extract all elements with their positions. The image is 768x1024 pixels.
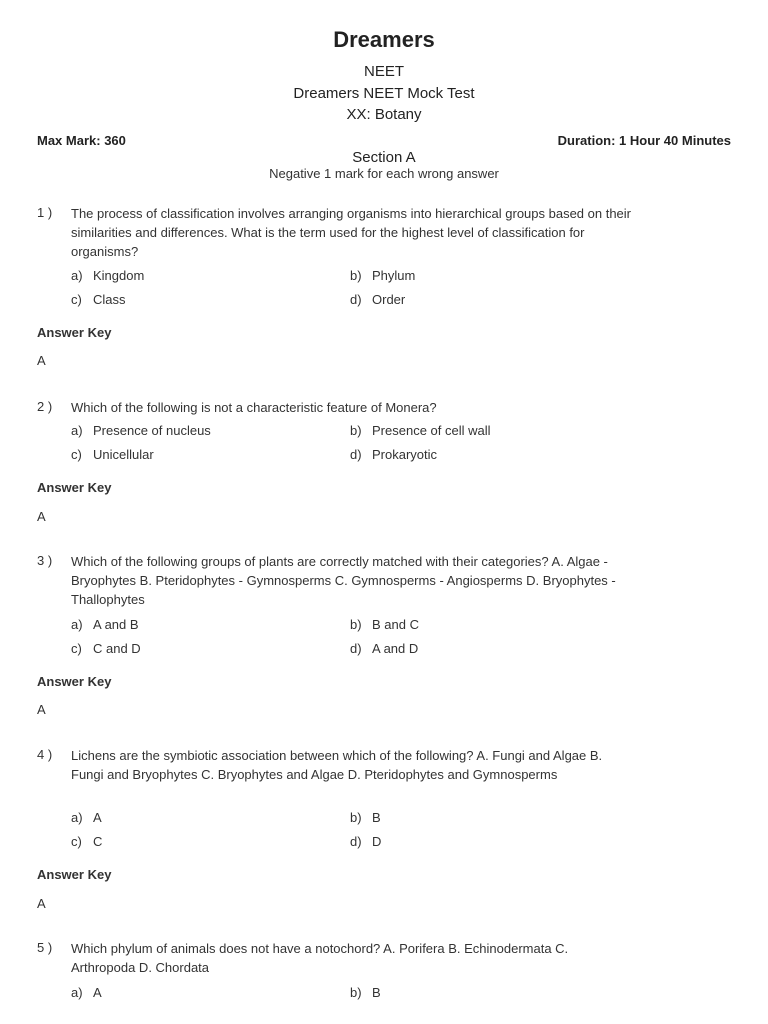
option-letter: b) (350, 617, 362, 632)
option-text: A and D (372, 641, 419, 656)
question-number: 4 ) (37, 747, 53, 762)
option-letter: c) (71, 834, 82, 849)
page-title: Dreamers (333, 27, 435, 52)
max-mark: Max Mark: 360 (37, 133, 126, 148)
option-text: Order (372, 292, 406, 307)
option-text: Class (93, 292, 126, 307)
question-text: Which of the following groups of plants are correctly matched with their categories? A. Algae - Bryophytes B. Pteridophytes - Gymnosperms C. Gymnosperms - Angiosperms D. Bryophytes - Thallophytes (71, 554, 616, 607)
option-letter: a) (71, 423, 83, 438)
option-text: Unicellular (93, 447, 154, 462)
question-text: Which of the following is not a characteristic feature of Monera? (71, 400, 437, 415)
option-text: Presence of cell wall (372, 423, 491, 438)
option-text: B (372, 810, 381, 825)
question-text: The process of classification involves arranging organisms into hierarchical groups based on their similarities and differences. What is the term used for the highest level of classification for organisms? (71, 206, 632, 259)
option-letter: b) (350, 810, 362, 825)
option-letter: c) (71, 292, 82, 307)
answer-key-label: Answer Key (37, 674, 112, 689)
option-letter: b) (350, 268, 362, 283)
option-letter: a) (71, 268, 83, 283)
option-letter: d) (350, 641, 362, 656)
option-text: A (93, 985, 102, 1000)
question-number: 3 ) (37, 553, 53, 568)
answer-key-label: Answer Key (37, 480, 112, 495)
option-letter: c) (71, 447, 82, 462)
option-text: Prokaryotic (372, 447, 438, 462)
answer-key-value: A (37, 353, 46, 368)
option-text: Presence of nucleus (93, 423, 211, 438)
option-letter: d) (350, 447, 362, 462)
option-text: C (93, 834, 103, 849)
option-text: Kingdom (93, 268, 145, 283)
question-number: 1 ) (37, 205, 53, 220)
subject-name: XX: Botany (346, 106, 422, 123)
option-letter: a) (71, 985, 83, 1000)
question-number: 5 ) (37, 940, 53, 955)
option-letter: c) (71, 641, 82, 656)
option-letter: d) (350, 834, 362, 849)
question-number: 2 ) (37, 399, 53, 414)
answer-key-value: A (37, 896, 46, 911)
option-letter: a) (71, 617, 83, 632)
answer-key-value: A (37, 702, 46, 717)
answer-key-label: Answer Key (37, 867, 112, 882)
option-letter: b) (350, 423, 362, 438)
answer-key-value: A (37, 509, 46, 524)
option-text: D (372, 834, 382, 849)
option-letter: a) (71, 810, 83, 825)
answer-key-label: Answer Key (37, 325, 112, 340)
option-text: B (372, 985, 381, 1000)
test-name: Dreamers NEET Mock Test (293, 85, 475, 102)
option-text: C and D (93, 641, 141, 656)
option-letter: b) (350, 985, 362, 1000)
option-text: Phylum (372, 268, 416, 283)
option-letter: d) (350, 292, 362, 307)
duration: Duration: 1 Hour 40 Minutes (557, 133, 731, 148)
option-text: A (93, 810, 102, 825)
option-text: A and B (93, 617, 139, 632)
section-title: Section A (352, 149, 416, 166)
question-text: Lichens are the symbiotic association between which of the following? A. Fungi and Algae B. Fungi and Bryophytes C. Bryophytes and Algae D. Pteridophytes and Gymnosperms (71, 748, 603, 782)
question-text: Which phylum of animals does not have a notochord? A. Porifera B. Echinodermata C. Arthropoda D. Chordata (71, 941, 569, 975)
exam-name: NEET (363, 63, 404, 80)
option-text: B and C (372, 617, 419, 632)
negative-marking-note: Negative 1 mark for each wrong answer (269, 166, 499, 181)
